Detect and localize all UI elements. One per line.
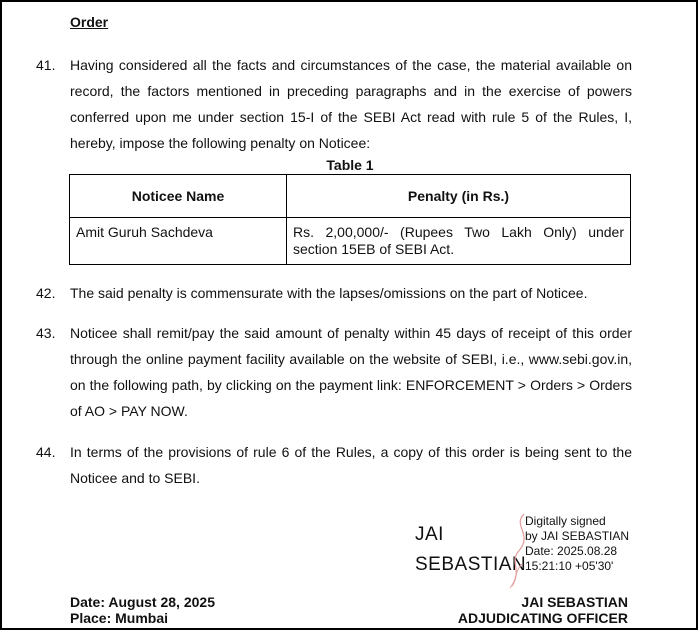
signature-name-line2: SEBASTIAN — [415, 554, 527, 575]
order-date: Date: August 28, 2025 — [70, 594, 215, 610]
paragraph-number: 44. — [36, 444, 56, 460]
penalty-table — [69, 174, 631, 265]
digital-signature-block — [525, 514, 629, 574]
order-heading: Order — [70, 14, 109, 30]
paragraph-text: Having considered all the facts and circumstances of the case, the material available on record, the factors mentioned in preceding paragraphs and in the exercise of powers conferred upon me under section 15-I of the SEBI Act read with rule 5 of the Rules, I, hereby, impose the following penalty on Noticee: — [70, 57, 632, 151]
officer-title: ADJUDICATING OFFICER — [457, 610, 628, 626]
paragraph-number: 43. — [36, 325, 56, 341]
table-row — [70, 218, 631, 265]
footer-date-place — [70, 594, 215, 626]
digital-signature-line: 15:21:10 +05'30' — [525, 559, 614, 573]
table-header-row — [70, 175, 631, 218]
cell-noticee-name: Amit Guruh Sachdeva — [70, 218, 287, 265]
digital-signature-line: Digitally signed — [525, 514, 606, 528]
digital-signature-line: Date: 2025.08.28 — [525, 544, 618, 558]
signature-name-line1: JAI — [415, 524, 444, 545]
order-place: Place: Mumbai — [70, 610, 169, 626]
footer-officer — [458, 594, 628, 626]
cell-penalty: Rs. 2,00,000/- (Rupees Two Lakh Only) under section 15EB of SEBI Act. — [287, 218, 631, 265]
officer-name: JAI SEBASTIAN — [521, 594, 628, 610]
column-header-penalty: Penalty (in Rs.) — [287, 175, 631, 218]
paragraph-text: In terms of the provisions of rule 6 of the Rules, a copy of this order is being sent to the Noticee and to SEBI. — [70, 444, 632, 486]
paragraph-text: Noticee shall remit/pay the said amount of penalty within 45 days of receipt of this order through the online payment facility available on the website of SEBI, i.e., www.sebi.gov.in, on the following path, by clicking on the payment link: ENFORCEMENT > Orders > Orders of AO > PAY NOW. — [70, 325, 632, 419]
column-header-noticee-name: Noticee Name — [70, 175, 287, 218]
digital-signature-line: by JAI SEBASTIAN — [525, 529, 630, 543]
paragraph-text: The said penalty is commensurate with the lapses/omissions on the part of Noticee. — [70, 285, 588, 301]
paragraph-number: 42. — [36, 285, 56, 301]
paragraph-number: 41. — [36, 57, 56, 73]
table-caption: Table 1 — [326, 157, 374, 173]
